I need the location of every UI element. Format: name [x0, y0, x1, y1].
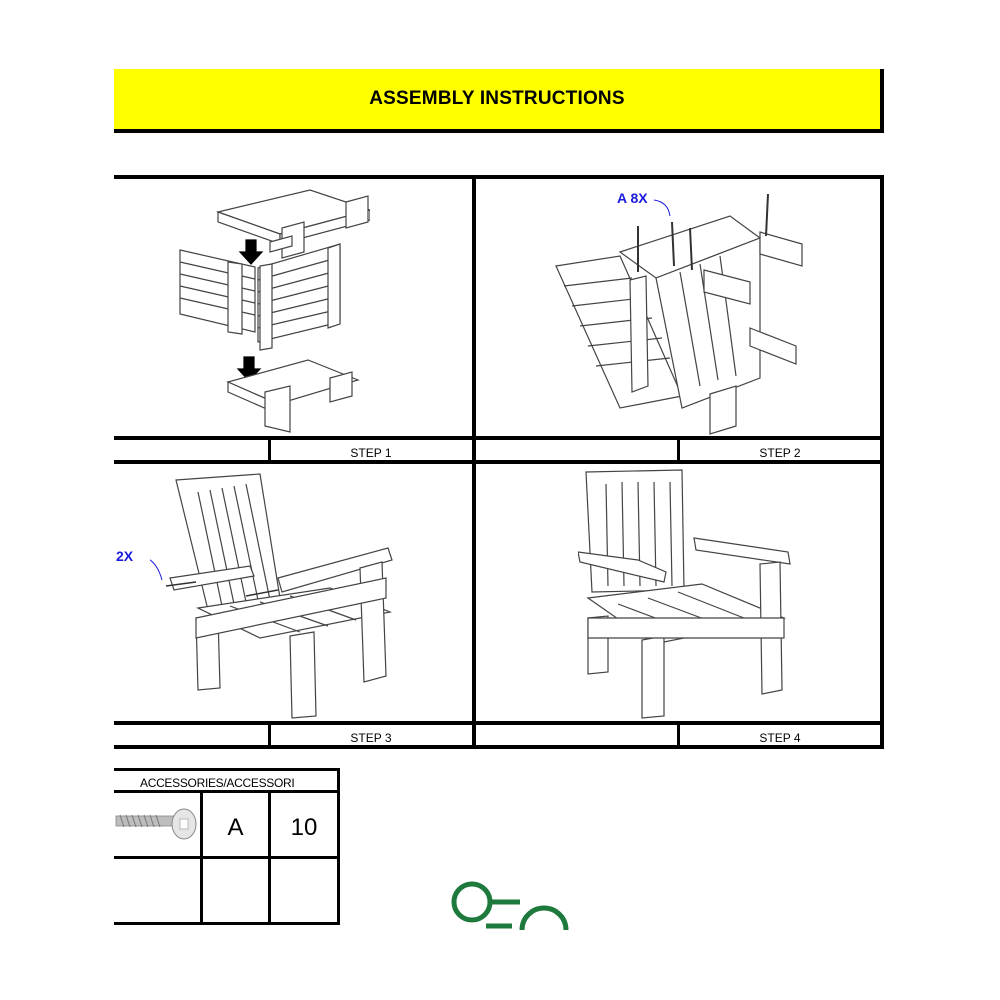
step-2-label: STEP 2 — [759, 446, 801, 460]
accessory-part-letter: A — [227, 814, 244, 841]
step-2-callout: A 8X — [617, 190, 648, 206]
grid-top-border — [114, 175, 884, 179]
grid-row1-line-b — [114, 460, 884, 464]
acc-table-top-line — [114, 768, 340, 771]
acc-table-col-divider — [268, 790, 271, 925]
grid-row2-line-a — [114, 721, 884, 725]
grid-row1-line-a — [114, 436, 884, 440]
header-banner — [114, 69, 884, 133]
screw-icon — [114, 806, 200, 842]
acc-table-bottom-line — [114, 922, 340, 925]
acc-table-header-line — [114, 790, 340, 793]
acc-table-right-border — [337, 768, 340, 925]
brand-logo — [450, 876, 570, 932]
grid-row2-line-b — [114, 745, 884, 749]
accessory-quantity: 10 — [290, 814, 318, 841]
step-1-illustration — [170, 182, 370, 434]
step-3-illustration — [150, 468, 400, 720]
step-4-illustration — [578, 468, 798, 720]
step-2-illustration — [550, 186, 810, 436]
acc-table-col-divider — [200, 790, 203, 925]
accessories-header: ACCESSORIES/ACCESSORI — [140, 776, 295, 790]
step-3-label: STEP 3 — [350, 731, 392, 745]
acc-table-row-line — [114, 856, 340, 859]
step-1-label: STEP 1 — [350, 446, 392, 460]
page-title: ASSEMBLY INSTRUCTIONS — [369, 88, 625, 109]
step-4-label: STEP 4 — [759, 731, 801, 745]
step-3-callout: 2X — [116, 548, 134, 564]
